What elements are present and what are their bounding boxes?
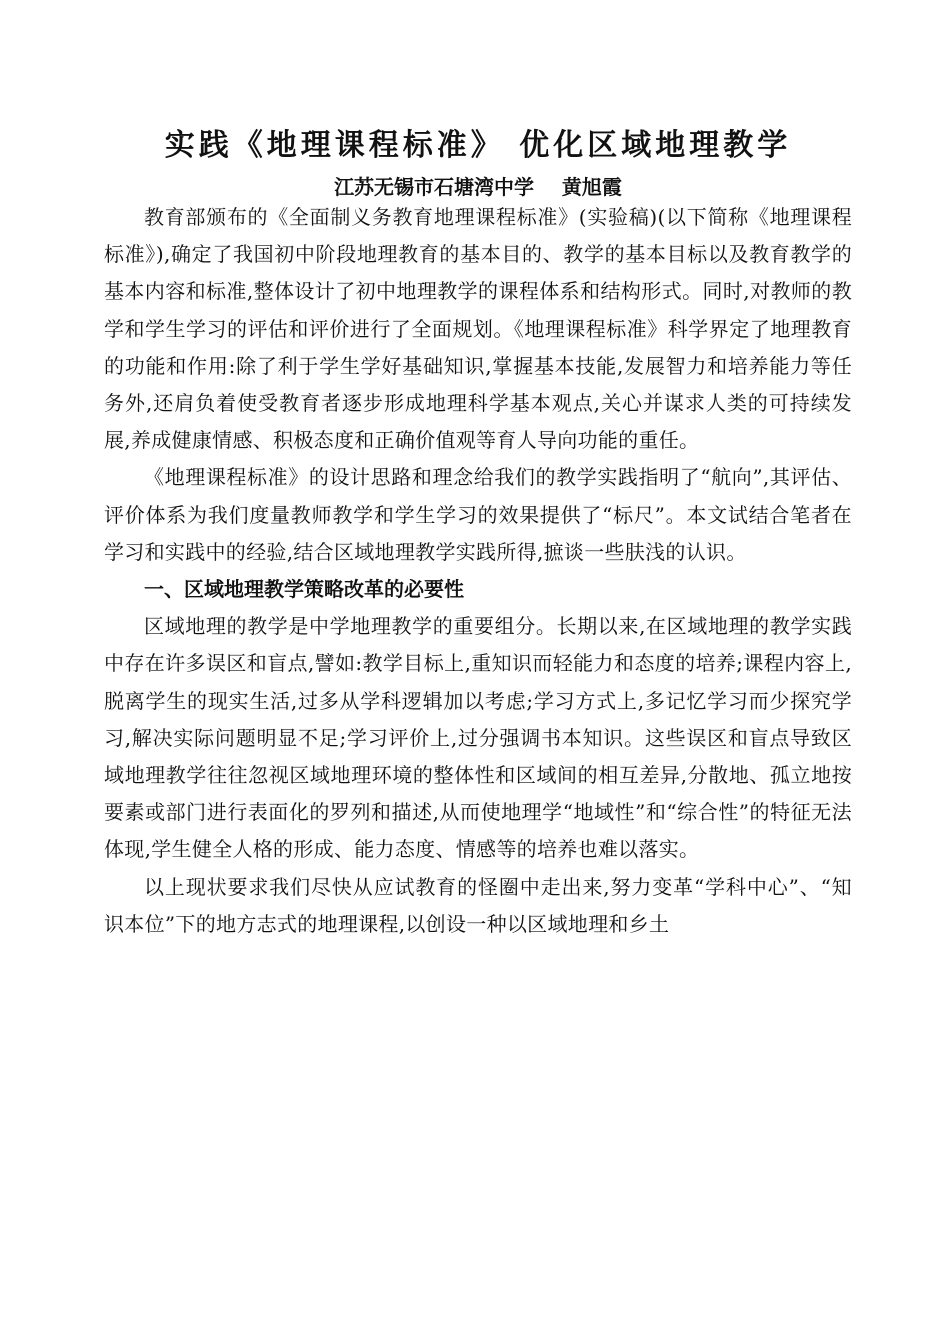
paragraph-purpose: 《地理课程标准》的设计思路和理念给我们的教学实践指明了“航向”,其评估、评价体系为我们度量教师教学和学生学习的效果提供了“标尺”。本文试结合笔者在学习和实践中的经验,结合区域地理教学实践所得,摭谈一些肤浅的认识。	[104, 465, 852, 564]
paragraph-section-2: 以上现状要求我们尽快从应试教育的怪圈中走出来,努力变革“学科中心”、“知识本位”下的地方志式的地理课程,以创设一种以区域地理和乡土	[104, 874, 852, 936]
paragraph-section-1: 区域地理的教学是中学地理教学的重要组分。长期以来,在区域地理的教学实践中存在许多误区和盲点,譬如:教学目标上,重知识而轻能力和态度的培养;课程内容上,脱离学生的现实生活,过多从学科逻辑加以考虑;学习方式上,多记忆学习而少探究学习,解决实际问题明显不足;学习评价上,过分强调书本知识。这些误区和盲点导致区域地理教学往往忽视区域地理环境的整体性和区域间的相互差异,分散地、孤立地按要素或部门进行表面化的罗列和描述,从而使地理学“地域性”和“综合性”的特征无法体现,学生健全人格的形成、能力态度、情感等的培养也难以落实。	[104, 614, 852, 862]
author-line: 江苏无锡市石塘湾中学 黄旭霞	[334, 175, 622, 199]
section-heading: 一、区域地理教学策略改革的必要性	[144, 577, 464, 602]
paragraph-intro: 教育部颁布的《全面制义务教育地理课程标准》(实验稿)(以下简称《地理课程标准》),确定了我国初中阶段地理教育的基本目的、教学的基本目标以及教育教学的基本内容和标准,整体设计了初中地理教学的课程体系和结构形式。同时,对教师的教学和学生学习的评估和评价进行了全面规划。《地理课程标准》科学界定了地理教育的功能和作用:除了利于学生学好基础知识,掌握基本技能,发展智力和培养能力等任务外,还肩负着使受教育者逐步形成地理科学基本观点,关心并谋求人类的可持续发展,养成健康情感、积极态度和正确价值观等育人导向功能的重任。	[104, 205, 852, 453]
document-body	[104, 199, 852, 943]
document-title: 实践《地理课程标准》 优化区域地理教学	[164, 128, 792, 163]
document-page	[104, 0, 852, 1342]
